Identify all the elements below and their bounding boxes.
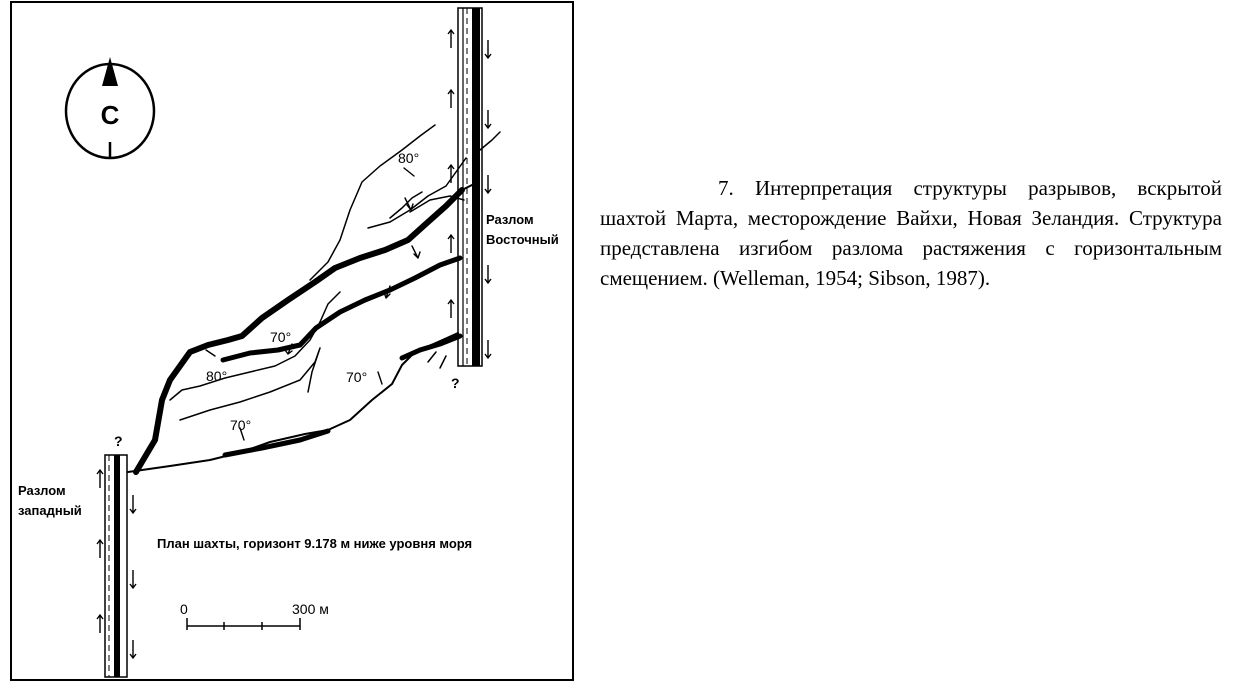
dip-label: 80° bbox=[206, 368, 228, 384]
plan-label: План шахты, горизонт 9.178 м ниже уровня моря bbox=[157, 536, 473, 551]
question-mark-west: ? bbox=[114, 433, 123, 449]
north-arrow-icon bbox=[102, 57, 118, 86]
compass-letter: С bbox=[100, 100, 120, 130]
svg-text:западный: западный bbox=[18, 503, 82, 518]
figure-number: 7. bbox=[718, 176, 734, 200]
main-vein bbox=[136, 190, 462, 472]
dip-label: 70° bbox=[230, 417, 252, 433]
west-fault-zone bbox=[97, 455, 136, 677]
scale-start: 0 bbox=[180, 601, 188, 617]
question-mark-east: ? bbox=[451, 375, 460, 391]
compass bbox=[66, 57, 154, 158]
splay-middle bbox=[170, 292, 340, 400]
svg-text:Разлом: Разлом bbox=[486, 212, 534, 227]
fault-map-figure bbox=[10, 0, 575, 682]
dip-label: 80° bbox=[398, 150, 420, 166]
fault-label-west bbox=[18, 483, 82, 518]
caption-text: Интерпретация структуры разрывов, вскрытой шахтой Марта, месторождение Вайхи, Новая Зеландия. Структура представлена изгибом разлома растяжения с горизонтальным смещением. (Welleman, 1954; Sibson, 1987). bbox=[600, 176, 1222, 290]
svg-text:Восточный: Восточный bbox=[486, 232, 559, 247]
scale-end: 300 м bbox=[292, 601, 329, 617]
figure-caption bbox=[600, 173, 1222, 293]
middle-vein bbox=[223, 258, 460, 360]
dip-label: 70° bbox=[270, 329, 292, 345]
svg-text:Разлом: Разлом bbox=[18, 483, 66, 498]
dip-label: 70° bbox=[346, 369, 368, 385]
scale-bar bbox=[180, 601, 329, 630]
fault-label-east bbox=[486, 212, 559, 247]
